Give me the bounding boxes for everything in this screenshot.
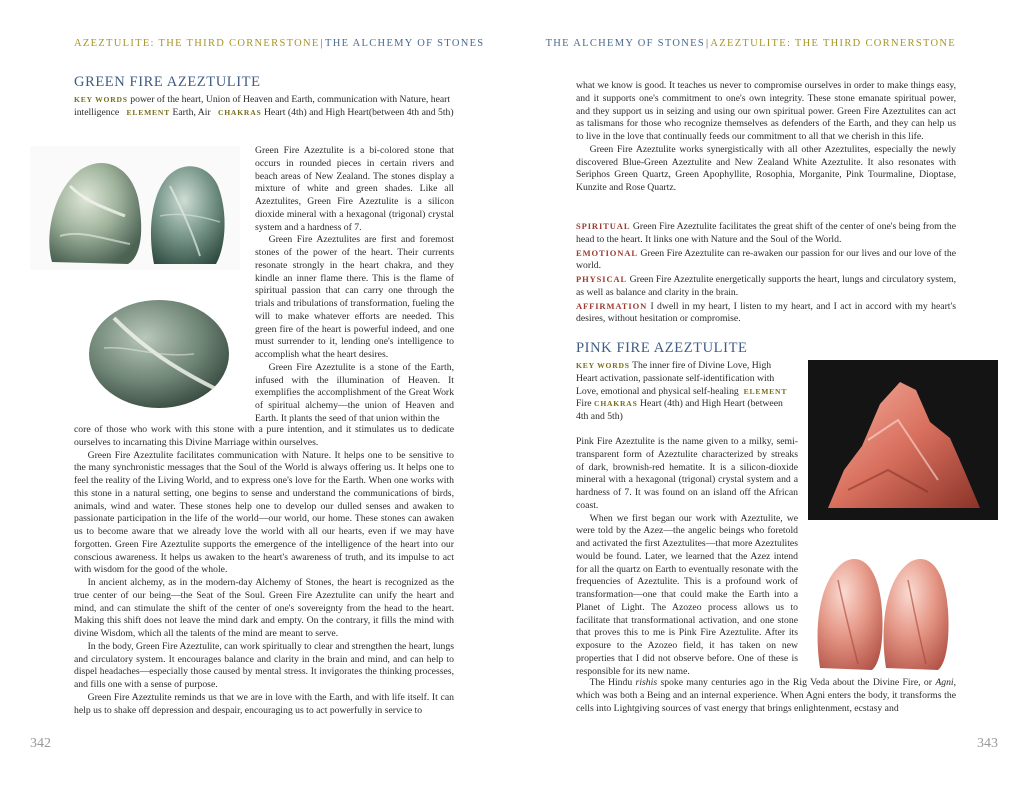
green-fire-text-continued: what we know is good. It teaches us never to compromise ourselves in order to make things easy, and it supports one's commitment to one's own integrity. These stone emanate spiritual power, and they support us in seizing and using our own spiritual power. Green Fire Azeztulites can act as talismans for those who recognize themselves as defenders of the Earth, and they can help us to live in the love that continually feeds our commitment to all that we cherish in this life. Green Fire Azeztulite works synergistically with all other Azeztulites, especially the newly discovered Blue-Green Azeztulite and New Zealand White Azeztulite. It also resonates with Seriphos Green Quartz, Green Apophyllite, Rosophia, Morganite, Pink Tourmaline, Dioptase, Kunzite and Rose Quartz. (576, 80, 956, 193)
element-label: ELEMENT (743, 386, 788, 396)
running-head-book-title: AZEZTULITE: THE THIRD CORNERSTONE (710, 38, 956, 49)
green-fire-text-wide: core of those who work with this stone with a pure intention, and it stimulates us to dedicate ourselves to incarnating this Divine Marriage within ourselves. Green Fire Azeztulite facilitates communication with Nature. It helps one to be sensitive to the many synchronistic messages that the Soul of the World is always offering us. It helps one to feel the reality of the Living World, and to express one's love for the Earth. When one works with this stone in a natural setting, one begins to sense and understand the communications of birds, animals, wind and water. These stones help one to develop our dulled senses and awaken to passionate participation in the life of the world—our world, our home. These stones can awaken us to become aware that we already love the world with all our hearts, even if we may have forgotten. Green Fire Azeztulite supports the emergence of the intelligence of the heart into our conscious awareness. It helps us awaken to the heart's awareness of truth, and its impulse to act with wisdom for the good of the whole. In ancient alchemy, as in the modern-day Alchemy of Stones, the heart is recognized as the true center of our being—the Seat of the Soul. Green Fire Azeztulite can unify the heart and mind, and can stimulate the shift of the center of one's sovereignty from the head to the heart. Making this shift does not leave the mind dark and empty. On the contrary, it fills the mind with divine Wisdom, which all the talents of the mind are meant to serve. In the body, Green Fire Azeztulite, can work spiritually to clear and strengthen the heart, lungs and circulatory system. It encourages balance and clarity in the brain and mind, and can help to dispel headaches—especially those caused by mental stress. It invigorates the thinking processes, and fills one with a sense of purpose. Green Fire Azeztulite reminds us that we are in love with the Earth, and with life itself. It can help us to shake off depression and despair, encouraging us to act powerfully in service to (74, 424, 454, 716)
pink-fire-crystal-photo (808, 360, 998, 520)
pink-fire-text-narrow: Pink Fire Azeztulite is the name given to a milky, semi-transparent form of Azeztulite characterized by streaks of dark, brownish-red hematite. It is a silicon-dioxide mineral with a hexagonal (trigonal) crystal system and a hardness of 7. It was found on an island off the African coast. When we first began our work with Azeztulite, we were told by the Azez—the angelic beings who foretold and activated the first Azeztulites—that more Azeztulites would be found. Later, we learned that the Azez intend for all the quartz on Earth to eventually resonate with the frequencies of Azeztulite. This is a profound work of transformation—one that could make the Earth into a Planet of Light. The Azozeo process allows us to facilitate that transformational activation, and one stone that proves this to me is Pink Fire Azeztulite. After its exposure to the Azozeo field, it has taken on new properties that I did not observe before. One of these is responsible for its new name. (576, 436, 798, 677)
key-words-label: KEY WORDS (576, 361, 630, 370)
pink-fire-text-wide: The Hindu rishis spoke many centuries ago in the Rig Veda about the Divine Fire, or Agni, which was both a Being and an internal experience. When Agni enters the body, it transforms the cells into Lightgiving sources of vast energy that brings enlightenment, ecstasy and (576, 677, 957, 714)
running-head-right: THE ALCHEMY OF STONES|AZEZTULITE: THE THIRD CORNERSTONE (545, 38, 956, 49)
spiritual-property: SPIRITUAL Green Fire Azeztulite facilitates the great shift of the center of one's being from the head to the heart. It links one with Nature and the Soul of the World. (576, 221, 956, 245)
running-head-left: AZEZTULITE: THE THIRD CORNERSTONE|THE ALCHEMY OF STONES (74, 38, 485, 49)
affirmation: AFFIRMATION I dwell in my heart, I listen to my heart, and I act in accord with my heart's desires, without hesitation or compromise. (576, 300, 957, 325)
element-label: ELEMENT (126, 107, 171, 117)
physical-property: PHYSICAL Green Fire Azeztulite energetically supports the heart, lungs and circulatory system, as well as balance and clarity in the brain. (576, 274, 957, 298)
running-head-chapter: THE ALCHEMY OF STONES (545, 38, 705, 49)
emotional-property: EMOTIONAL Green Fire Azeztulite can re-awaken our passion for our lives and our love of the world. (576, 247, 957, 272)
running-head-book-title: AZEZTULITE: THE THIRD CORNERSTONE (74, 38, 320, 49)
chakras-label: CHAKRAS (594, 399, 638, 409)
green-fire-stone-photo (74, 288, 244, 412)
page-number-right: 343 (977, 736, 998, 751)
pink-fire-tumbled-photo (808, 540, 956, 674)
green-fire-text-narrow: Green Fire Azeztulite is a bi-colored stone that occurs in rounded pieces in certain rivers and beach areas of New Zealand. The stones display a mixture of white and green shades. Like all Azeztulites, Green Fire Azeztulite is a silicon dioxide mineral with a hexagonal (trigonal) crystal system and a hardness of 7. Green Fire Azeztulites are first and foremost stones of the power of the heart. Their currents resonate strongly in the heart chakra, and they kindle an inner flame there. This is the flame of spiritual passion that can carry one through the trials and tribulations of transformation, fueling the will to make whatever efforts are needed. This green fire of the heart is powerful indeed, and one must surrender to it, lending one's intelligence to accomplish what the heart desires. Green Fire Azeztulite is a stone of the Earth, infused with the illumination of Heaven. It exemplifies the accomplishment of the Great Work of spiritual alchemy—the union of Heaven and Earth. It plants the seed of that union within the (255, 145, 454, 424)
pink-fire-title: PINK FIRE AZEZTULITE (576, 340, 748, 356)
green-fire-properties (576, 220, 956, 326)
page-number-left: 342 (30, 736, 51, 751)
chakras-label: CHAKRAS (217, 107, 262, 117)
green-fire-title: GREEN FIRE AZEZTULITE (74, 74, 261, 90)
running-head-chapter: THE ALCHEMY OF STONES (325, 38, 485, 49)
pink-fire-attributes: KEY WORDS The inner fire of Divine Love, High Heart activation, passionate self-identification with Love, emotional and physical self-healing ELEMENT Fire CHAKRAS Heart (4th) and High Heart (between 4th and 5th) (576, 360, 788, 422)
green-fire-attributes: KEY WORDS power of the heart, Union of Heaven and Earth, communication with Nature, heart intelligence ELEMENT Earth, Air CHAKRAS Heart (4th) and High Heart(between 4th and 5th) (74, 94, 454, 118)
key-words-label: KEY WORDS (74, 95, 128, 104)
green-fire-stones-photo (30, 146, 240, 270)
